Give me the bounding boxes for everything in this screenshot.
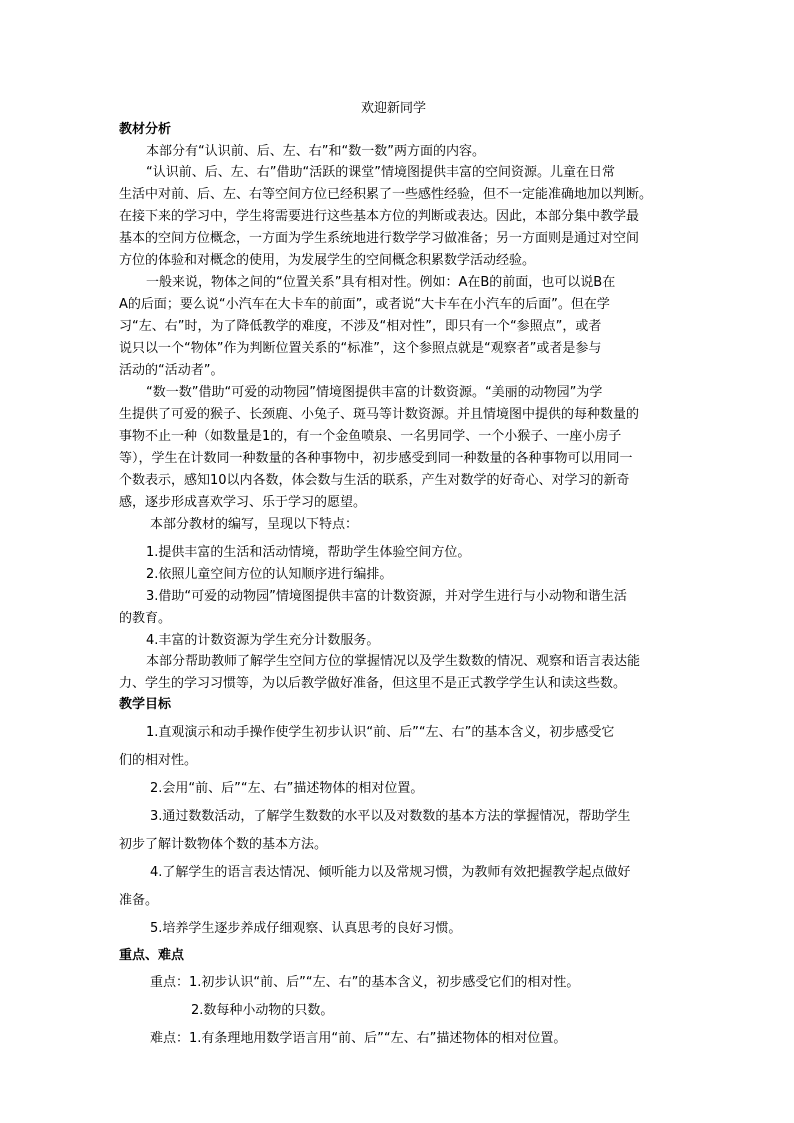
document-page: 欢迎新同学 教材分析 本部分有“认识前、后、左、右”和“数一数”两方面的内容。 “认识前、后、左、右”借助“活跃的课堂”情境图提供丰富的空间资源。儿童在日常 生活中对前、后、左、右等空间方位已经积累了一些感性经验，但不一定能准确地加以判断。 在接下来的学习中，学生将需要进行这些基本方位的判断或表达。因此，本部分集中教学最 基本的空间方位概念，一方面为学生系统地进行数学学习做准备；另一方面则是通过对空间 方位的体验和对概念的使用，为发展学生的空间概念积累数学活动经验。 一般来说，物体之间的“位置关系”具有相对性。例如：A在B的前面，也可以说B在 A的后面；要么说“小汽车在大卡车的前面”，或者说“大卡车在小汽车的后面”。但在学 习“左、右”时，为了降低教学的难度，不涉及“相对性”，即只有一个“参照点”，或者 说只以一个“物体”作为判断位置关系的“标准”，这个参照点就是“观察者”或者是参与 活动的“活动者”。 “数一数”借助“可爱的动物园”情境图提供丰富的计数资源。“美丽的动物园”为学 生提供了可爱的猴子、长颈鹿、小兔子、斑马等计数资源。并且情境图中提供的每种数量的 事物不止一种（如数量是1的，有一个金鱼喷泉、一名男同学、一个小猴子、一座小房子 等），学生在计数同一种数量的各种事物中，初步感受到同一种数量的各种事物可以用同一 个数表示，感知10以内各数，体会数与生活的联系，产生对数学的好奇心、对学习的新奇 感，逐步形成喜欢学习、乐于学习的愿望。 本部分教材的编写，呈现以下特点： 1.提供丰富的生活和活动情境，帮助学生体验空间方位。 2.依照儿童空间方位的认知顺序进行编排。 3.借助“可爱的动物园”情境图提供丰富的计数资源，并对学生进行与小动物和谐生活 的教育。 4.丰富的计数资源为学生充分计数服务。 本部分帮助教师了解学生空间方位的掌握情况以及学生数数的情况、观察和语言表达能 力、学生的学习习惯等，为以后教学做好准备，但这里不是正式教学学生认和读这些数。 教学目标 1.直观演示和动手操作使学生初步认识“前、后”“左、右”的基本含义，初步感受它 们的相对性。 2.会用“前、后”“左、右”描述物体的相对位置。 3.通过数数活动，了解学生数数的水平以及对数数的基本方法的掌握情况，帮助学生 初步了解计数物体个数的基本方法。 4.了解学生的语言表达情况、倾听能力以及常规习惯，为教师有效把握教学起点做好 准备。 5.培养学生逐步养成仔细观察、认真思考的良好习惯。 重点、难点 重点：1.初步认识“前、后”“左、右”的基本含义，初步感受它们的相对性。 2.数每种小动物的只数。 难点：1.有条理地用数学语言用“前、后”“左、右”描述物体的相对位置。	[119, 101, 653, 1046]
